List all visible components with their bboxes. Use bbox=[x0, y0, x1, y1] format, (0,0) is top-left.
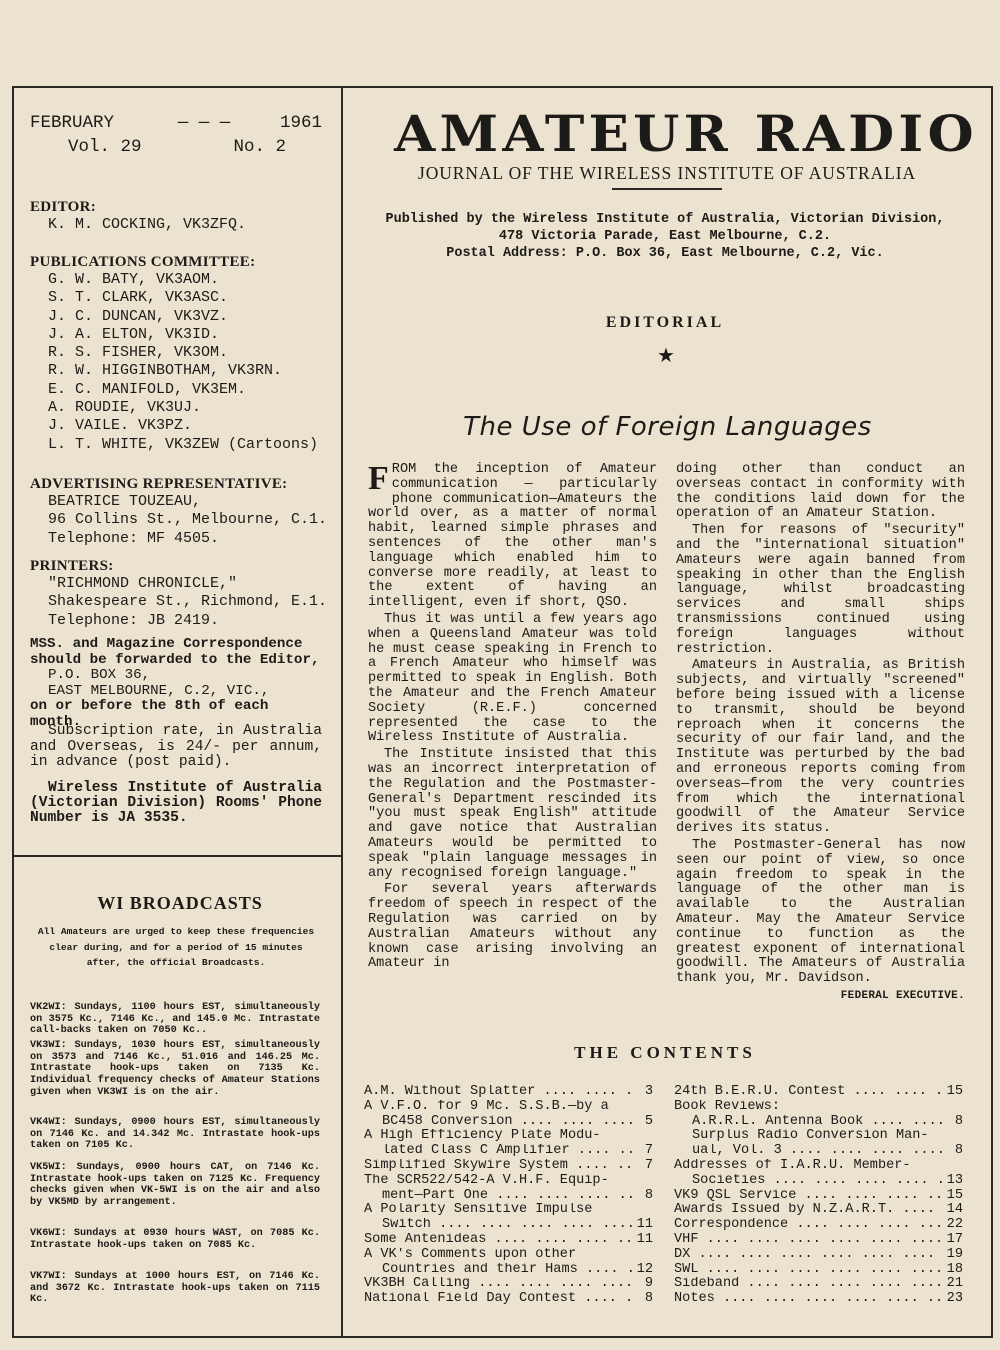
contents-entry-title: ment—Part One .... bbox=[364, 1189, 635, 1204]
contents-entry bbox=[674, 1100, 963, 1115]
broadcast-vk6wi: VK6WI: Sundays at 0930 hours WAST, on 7085 Kc. Intrastate hook-ups taken on 7085 Kc. bbox=[30, 1228, 320, 1251]
contents-entry bbox=[674, 1115, 963, 1130]
committee-member: L. T. WHITE, VK3ZEW (Cartoons) bbox=[48, 435, 319, 453]
contents-entry-page: 19 bbox=[946, 1246, 963, 1262]
journal-title: AMATEUR RADIO bbox=[394, 104, 978, 163]
contents-entry-page: 14 bbox=[946, 1202, 963, 1218]
contents-heading: THE CONTENTS bbox=[574, 1043, 756, 1062]
broadcast-vk3wi: VK3WI: Sundays, 1030 hours EST, simultaneously on 3573 and 7146 Kc., 51.016 and 146.25 Mc. Intrastate hook-ups taken on 7135 Kc. Individual frequency checks of Amateur Stations given when VK3WI is on the air. bbox=[30, 1040, 320, 1098]
contents-entry-page: 5 bbox=[644, 1113, 653, 1129]
contents-entry-title: A.M. Without Splatter .... bbox=[364, 1085, 635, 1100]
broadcasts-heading: WI BROADCASTS bbox=[97, 893, 263, 913]
contents-entry-title: The SCR522/542-A V.H.F. Equip- bbox=[364, 1173, 609, 1188]
contents-entry-page: 8 bbox=[954, 1143, 963, 1159]
contents-entry-page: 13 bbox=[946, 1172, 963, 1188]
journal-subtitle: JOURNAL OF THE WIRELESS INSTITUTE OF AUSTRALIA bbox=[417, 163, 917, 183]
contents-entry bbox=[674, 1277, 963, 1292]
contents-entry-page: 8 bbox=[954, 1113, 963, 1129]
editorial-paragraph bbox=[368, 460, 657, 611]
printers-line: Shakespeare St., Richmond, E.1. bbox=[48, 593, 328, 611]
contents-entry-title: Awards Issued by N.Z.A.R.T. .... bbox=[674, 1203, 945, 1218]
contents-entry-title: DX .... bbox=[674, 1248, 945, 1263]
editorial-paragraph: Then for reasons of "security" and the "international situation" Amateurs were again banned from speaking in other than the English language, whilst broadcasting services and small ships transmissions continued using foreign languages without restriction. bbox=[676, 523, 965, 657]
contents-entry bbox=[364, 1203, 653, 1218]
column-divider bbox=[341, 86, 343, 1338]
contents-entry bbox=[364, 1144, 653, 1159]
subscription-text: Subscription rate, in Australia and Overseas, is 24/- per annum, in advance (post paid). bbox=[30, 723, 322, 770]
editorial-paragraph: The Institute insisted that this was an incorrect interpretation of the Regulation and the Postmaster-General's Department rescinded its "you must speak English" attitude and gave notice that Australian Amateurs would be permitted to speak "plain language messages in any recognised foreign language." bbox=[368, 747, 657, 881]
editorial-headline: The Use of Foreign Languages bbox=[463, 412, 872, 442]
contents-entry-page: 9 bbox=[644, 1276, 653, 1292]
editor-name: K. M. COCKING, VK3ZFQ. bbox=[48, 216, 247, 233]
advertising-line: 96 Collins St., Melbourne, C.1. bbox=[48, 511, 328, 529]
contents-entry bbox=[364, 1189, 653, 1204]
contents-entry-page: 15 bbox=[946, 1084, 963, 1099]
advertising-line: BEATRICE TOUZEAU, bbox=[48, 493, 202, 510]
contents-entry-title: A Polarity Sensitive Impulse bbox=[364, 1203, 593, 1218]
editorial-label: EDITORIAL bbox=[605, 314, 725, 331]
title-rule bbox=[612, 188, 722, 190]
contents-entry bbox=[674, 1292, 963, 1307]
contents-entry-page: 8 bbox=[644, 1187, 653, 1203]
contents-entry-page: 21 bbox=[946, 1276, 963, 1292]
rooms-phone-text: Wireless Institute of Australia (Victorian Division) Rooms' Phone Number is JA 3535. bbox=[30, 780, 322, 827]
contents-entry-page: 8 bbox=[644, 1291, 653, 1307]
committee-member: E. C. MANIFOLD, VK3EM. bbox=[48, 380, 247, 398]
contents-entry-title: A.R.R.L. Antenna Book .... bbox=[674, 1115, 945, 1130]
committee-member: G. W. BATY, VK3AOM. bbox=[48, 271, 220, 288]
editorial-signature: FEDERAL EXECUTIVE. bbox=[840, 989, 965, 1002]
publisher-line: 478 Victoria Parade, East Melbourne, C.2. bbox=[498, 229, 832, 244]
contents-entry bbox=[364, 1085, 653, 1100]
contents-entry-title: VK3BH Calling .... bbox=[364, 1277, 635, 1292]
contents-entry bbox=[364, 1159, 653, 1174]
advertising-heading: ADVERTISING REPRESENTATIVE: bbox=[30, 476, 288, 492]
contents-entry bbox=[364, 1115, 653, 1130]
contents-entry bbox=[674, 1174, 963, 1189]
contents-entry-page: 11 bbox=[636, 1231, 653, 1247]
broadcast-vk2wi: VK2WI: Sundays, 1100 hours EST, simultaneously on 3575 Kc., 7146 Kc., and 145.0 Mc. Intrastate call-backs taken on 7050 Kc.. bbox=[30, 1002, 320, 1037]
contents-entry-title: Notes .... bbox=[674, 1292, 945, 1307]
contents-entry bbox=[364, 1248, 653, 1263]
contents-entry-title: Simplified Skywire System .... bbox=[364, 1159, 635, 1174]
broadcasts-note: All Amateurs are urged to keep these frequencies clear during, and for a period of 15 minutes after, the official Broadcasts. bbox=[37, 926, 315, 968]
contents-entry-title: Surplus Radio Conversion Man- bbox=[692, 1129, 929, 1144]
contents-entry bbox=[364, 1174, 653, 1189]
issue-year: 1961 bbox=[279, 113, 322, 133]
contents-entry bbox=[674, 1129, 963, 1144]
contents-entry-title: A VK's Comments upon other bbox=[364, 1247, 577, 1262]
committee-member: J. A. ELTON, VK3ID. bbox=[48, 325, 220, 343]
contents-entry-page: 15 bbox=[946, 1187, 963, 1203]
contents-entry-page: 3 bbox=[644, 1084, 653, 1099]
contents-entry bbox=[674, 1248, 963, 1263]
contents-entry bbox=[364, 1129, 653, 1144]
contents-entry-page: 17 bbox=[946, 1231, 963, 1247]
editorial-column-2 bbox=[676, 463, 965, 1004]
contents-entry bbox=[674, 1263, 963, 1278]
committee-member: S. T. CLARK, VK3ASC. bbox=[48, 289, 229, 307]
contents-entry-title: BC458 Conversion .... bbox=[364, 1115, 635, 1130]
editorial-paragraph: Thus it was until a few years ago when a Queensland Amateur was told he must cease speaking in French to a French Amateur who himself was permitted to speak in English. Both the Amateur and the French Amateur Society (R.E.F.) concerned represented the case to the Wireless Institute of Australia. bbox=[368, 611, 657, 746]
issue-month: FEBRUARY bbox=[30, 113, 115, 133]
advertising-line: Telephone: MF 4505. bbox=[48, 529, 220, 547]
editor-heading: EDITOR: bbox=[30, 199, 97, 215]
star-icon: ★ bbox=[657, 343, 675, 367]
contents-entry-title: VHF .... bbox=[674, 1233, 945, 1248]
editorial-paragraph: Amateurs in Australia, as British subjects, and virtually "screened" before being issued with a license to transmit, should be beyond reproach when it concerns the security of our fair land, and the Institute was perturbed by the bad and erroneous reports coming from overseas—from the very countries from which the international goodwill of the Amateur Service derives its status. bbox=[676, 658, 965, 837]
editorial-column-1 bbox=[368, 460, 657, 974]
contents-column-right bbox=[674, 1085, 963, 1307]
printers-section bbox=[30, 558, 328, 630]
contents-entry-title: Countries and their Hams .... bbox=[364, 1263, 635, 1278]
drop-cap: F bbox=[368, 460, 389, 497]
contents-entry-title: Book Reviews: bbox=[674, 1099, 781, 1114]
contents-entry-page: 11 bbox=[636, 1217, 653, 1233]
committee-member: R. S. FISHER, VK3OM. bbox=[48, 344, 229, 362]
contents-entry-title: lated Class C Amplifier .... bbox=[364, 1144, 635, 1159]
contents-entry-title: A High Efficiency Plate Modu- bbox=[364, 1129, 601, 1144]
contents-entry bbox=[674, 1233, 963, 1248]
contents-column-left bbox=[364, 1085, 653, 1307]
broadcast-vk7wi: VK7WI: Sundays at 1000 hours EST, on 7146 Kc. and 3672 Kc. Intrastate hook-ups taken on 7115 Kc. bbox=[30, 1271, 320, 1306]
contents-entry-title: Societies .... bbox=[674, 1174, 945, 1189]
mss-line: MSS. and Magazine Correspondence bbox=[30, 636, 303, 652]
contents-entry-page: 7 bbox=[644, 1157, 653, 1173]
contents-entry bbox=[674, 1159, 963, 1174]
contents-entry bbox=[674, 1203, 963, 1218]
contents-entry bbox=[364, 1277, 653, 1292]
contents-entry-title: Sideband .... bbox=[674, 1277, 945, 1292]
contents-entry-page: 12 bbox=[636, 1261, 653, 1277]
contents-entry bbox=[364, 1292, 653, 1307]
mss-line: EAST MELBOURNE, C.2, VIC., bbox=[48, 682, 270, 699]
contents-entry bbox=[364, 1233, 653, 1248]
contents-entry-title: SWL .... bbox=[674, 1263, 945, 1278]
contents-entry-title: National Field Day Contest .... bbox=[364, 1292, 635, 1307]
broadcast-vk5wi: VK5WI: Sundays, 0900 hours CAT, on 7146 Kc. Intrastate hook-ups taken on 7125 Kc. Frequency checks given when VK-5WI is on the air and also by VK5MD by arrangement. bbox=[30, 1162, 320, 1209]
contents-entry-title: Some Antenideas .... bbox=[364, 1233, 635, 1248]
committee-heading: PUBLICATIONS COMMITTEE: bbox=[30, 254, 256, 270]
mss-section bbox=[30, 637, 322, 730]
contents-entry-title: ual, Vol. 3 .... bbox=[674, 1144, 945, 1159]
printers-heading: PRINTERS: bbox=[30, 558, 114, 574]
issue-dashes: — — — bbox=[177, 113, 231, 133]
contents-entry-page: 18 bbox=[946, 1261, 963, 1277]
issue-volume: Vol. 29 bbox=[68, 137, 142, 157]
sidebar-divider bbox=[14, 855, 341, 857]
editorial-paragraph: For several years afterwards freedom of speech in respect of the Regulation was carried on by Australian Amateurs without any known case arising involving an Amateur in bbox=[368, 882, 657, 972]
advertising-section bbox=[30, 476, 328, 548]
editor-section bbox=[30, 199, 322, 234]
contents-entry-page: 23 bbox=[946, 1291, 963, 1307]
contents-entry-title: VK9 QSL Service .... bbox=[674, 1189, 945, 1204]
committee-member: J. VAILE. VK3PZ. bbox=[48, 417, 193, 435]
issue-info bbox=[30, 111, 322, 159]
publisher-line: Postal Address: P.O. Box 36, East Melbourne, C.2, Vic. bbox=[446, 246, 884, 261]
contents-entry-title: Switch .... bbox=[364, 1218, 635, 1233]
contents-entry bbox=[364, 1263, 653, 1278]
committee-section bbox=[30, 254, 322, 454]
contents-entry-title: Addresses of I.A.R.U. Member- bbox=[674, 1158, 911, 1173]
editorial-paragraph: The Postmaster-General has now seen our point of view, so once again freedom to speak in the language of the other man is available to the Australian Amateur. May the Amateur Service continue to function as the greatest exponent of international goodwill. The Amateurs of Australia thank you, Mr. Davidson. bbox=[676, 837, 965, 987]
contents-entry bbox=[364, 1218, 653, 1233]
printers-line: Telephone: JB 2419. bbox=[48, 611, 220, 629]
broadcast-vk4wi: VK4WI: Sundays, 0900 hours EST, simultaneously on 7146 Kc. and 14.342 Mc. Intrastate hook-ups taken on 7105 Kc. bbox=[30, 1117, 320, 1152]
printers-line: "RICHMOND CHRONICLE," bbox=[48, 575, 238, 592]
editorial-paragraph: doing other than conduct an overseas contact in conformity with the conditions laid down for the operation of an Amateur Station. bbox=[676, 462, 965, 522]
mss-line: on or before the 8th of each month. bbox=[30, 698, 269, 730]
contents-entry bbox=[674, 1218, 963, 1233]
publisher-line: Published by the Wireless Institute of Australia, Victorian Division, bbox=[385, 212, 945, 227]
contents-entry-page: 22 bbox=[946, 1217, 963, 1233]
committee-list bbox=[30, 271, 322, 454]
committee-member: A. ROUDIE, VK3UJ. bbox=[48, 399, 202, 417]
contents-entry bbox=[674, 1189, 963, 1204]
contents-entry-page: 7 bbox=[644, 1143, 653, 1159]
contents-entry-title: A V.F.O. for 9 Mc. S.S.B.—by a bbox=[364, 1099, 609, 1114]
publisher-block bbox=[380, 211, 950, 262]
contents-entry-title: Correspondence .... bbox=[674, 1218, 945, 1233]
contents-entry bbox=[364, 1100, 653, 1115]
contents-entry-title: 24th B.E.R.U. Contest .... bbox=[674, 1085, 945, 1100]
paragraph-text: ROM the inception of Amateur communication — particularly phone communication—Amateurs the world over, as a matter of normal habit, learned simple phrases and sentences of the other man's language which enabled him to converse more readily, at least to the extent of having an intelligent, even if short, QSO. bbox=[368, 462, 657, 611]
issue-number: No. 2 bbox=[233, 137, 286, 157]
committee-member: R. W. HIGGINBOTHAM, VK3RN. bbox=[48, 362, 283, 380]
contents-entry bbox=[674, 1144, 963, 1159]
contents-entry bbox=[674, 1085, 963, 1100]
mss-line: P.O. BOX 36, bbox=[48, 667, 151, 683]
mss-line: should be forwarded to the Editor, bbox=[30, 651, 320, 668]
committee-member: J. C. DUNCAN, VK3VZ. bbox=[48, 307, 229, 325]
